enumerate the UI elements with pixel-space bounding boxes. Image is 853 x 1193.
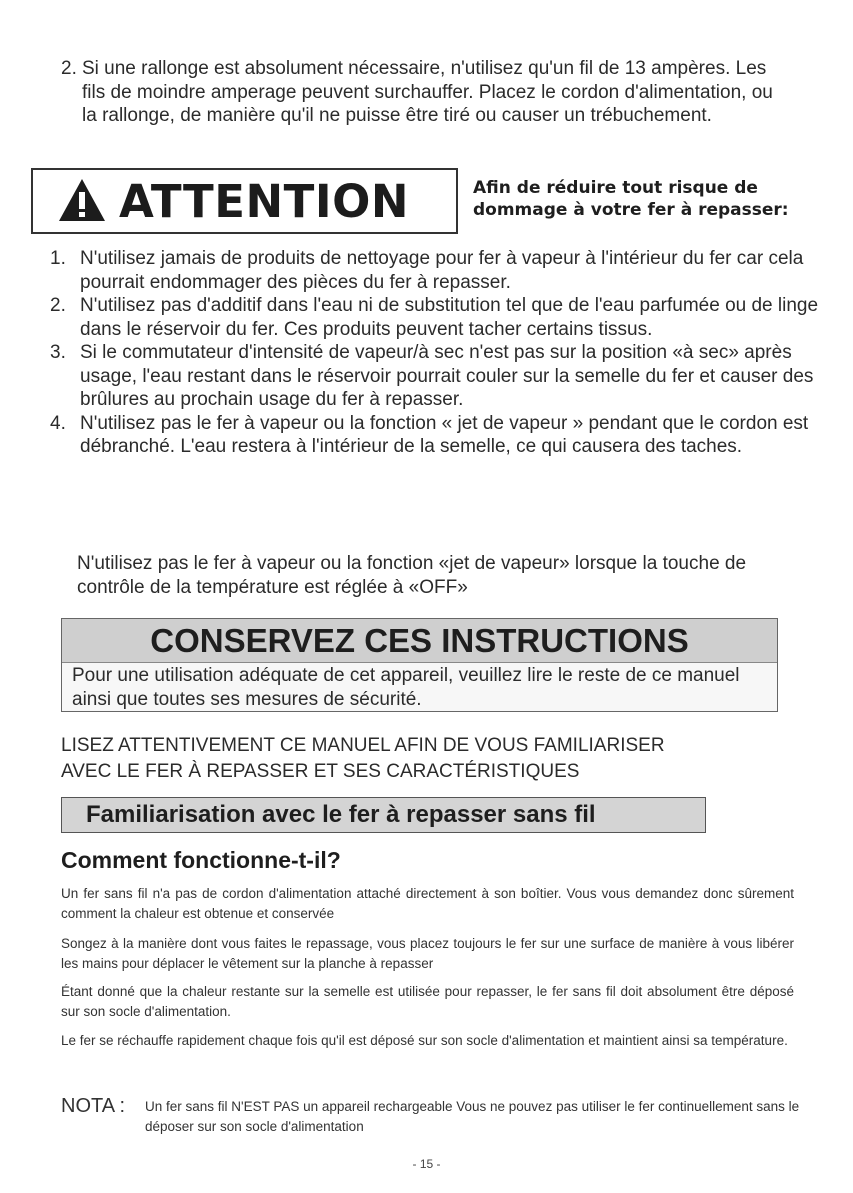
conservez-heading: CONSERVEZ CES INSTRUCTIONS xyxy=(62,619,777,663)
list-item-number: 3. xyxy=(50,342,66,363)
intro-text: Si une rallonge est absolument nécessaire, n'utilisez qu'un fil de 13 ampères. Les fils de moindre amperage peuvent surchauffer. Placez le cordon d'alimentation, ou la rallonge, de manière qu'il ne puisse être tiré ou causer un trébuchement. xyxy=(82,58,773,126)
paragraph: Le fer se réchauffe rapidement chaque fois qu'il est déposé sur son socle d'alimentation et maintient ainsi sa température. xyxy=(61,1033,788,1048)
read-carefully-notice xyxy=(61,733,821,785)
list-item xyxy=(50,412,820,459)
intro-item xyxy=(61,57,781,128)
conservez-box xyxy=(61,618,778,712)
familiarisation-banner xyxy=(61,797,706,833)
paragraph: Un fer sans fil n'a pas de cordon d'alimentation attaché directement à son boîtier. Vous vous demandez donc sûrement comment la chaleur est obtenue et conservée xyxy=(61,886,794,921)
read-carefully-line2: AVEC LE FER À REPASSER ET SES CARACTÉRISTIQUES xyxy=(61,761,580,782)
nota-label: NOTA : xyxy=(61,1095,126,1117)
attention-subtitle xyxy=(473,177,833,221)
list-item xyxy=(50,341,820,412)
warning-triangle-icon xyxy=(57,177,107,223)
section-heading: Comment fonctionne-t-il? xyxy=(61,847,341,873)
attention-subtitle-line1: Afin de réduire tout risque de xyxy=(473,178,758,198)
intro-number: 2. xyxy=(61,58,77,79)
list-item-number: 2. xyxy=(50,295,66,316)
familiarisation-title: Familiarisation avec le fer à repasser sans fil xyxy=(86,801,596,828)
conservez-text: Pour une utilisation adéquate de cet appareil, veuillez lire le reste de ce manuel ainsi que toutes ses mesures de sécurité. xyxy=(72,665,740,710)
list-item-text: N'utilisez jamais de produits de nettoyage pour fer à vapeur à l'intérieur du fer car cela pourrait endommager des pièces du fer à repasser. xyxy=(80,248,804,293)
list-item-text: Si le commutateur d'intensité de vapeur/à sec n'est pas sur la position «à sec» après usage, l'eau restant dans le réservoir pourrait couler sur la semelle du fer et causer des brûlures au prochain usage du fer à repasser. xyxy=(80,342,814,410)
list-item-number: 1. xyxy=(50,248,66,269)
attention-box xyxy=(31,168,458,234)
list-item-4-note: N'utilisez pas le fer à vapeur ou la fonction «jet de vapeur» lorsque la touche de contrôle de la température est réglée à «OFF» xyxy=(77,553,747,598)
paragraph: Songez à la manière dont vous faites le repassage, vous placez toujours le fer sur une surface de manière à vous libérer les mains pour déplacer le vêtement sur la planche à repasser xyxy=(61,936,794,971)
list-item-number: 4. xyxy=(50,412,66,434)
page-number: - 15 - xyxy=(412,1157,441,1171)
attention-word: ATTENTION xyxy=(119,175,410,228)
read-carefully-line1: LISEZ ATTENTIVEMENT CE MANUEL AFIN DE VOUS FAMILIARISER xyxy=(61,735,665,756)
list-item xyxy=(50,294,820,341)
nota-text: Un fer sans fil N'EST PAS un appareil rechargeable Vous ne pouvez pas utiliser le fer continuellement sans le déposer sur son socle d'alimentation xyxy=(145,1099,800,1134)
list-item-text: N'utilisez pas le fer à vapeur ou la fonction « jet de vapeur » pendant que le cordon est débranché. L'eau restera à l'intérieur de la semelle, ce qui causera des taches. xyxy=(80,412,809,457)
list-item-text: N'utilisez pas d'additif dans l'eau ni de substitution tel que de l'eau parfumée ou de linge dans le réservoir du fer. Ces produits peuvent tacher certains tissus. xyxy=(80,295,819,340)
list-item xyxy=(50,247,820,294)
paragraph: Étant donné que la chaleur restante sur la semelle est utilisée pour repasser, le fer sans fil doit absolument être déposé sur son socle d'alimentation. xyxy=(61,984,794,1019)
caution-list xyxy=(50,247,820,459)
attention-subtitle-line2: dommage à votre fer à repasser: xyxy=(473,200,789,220)
